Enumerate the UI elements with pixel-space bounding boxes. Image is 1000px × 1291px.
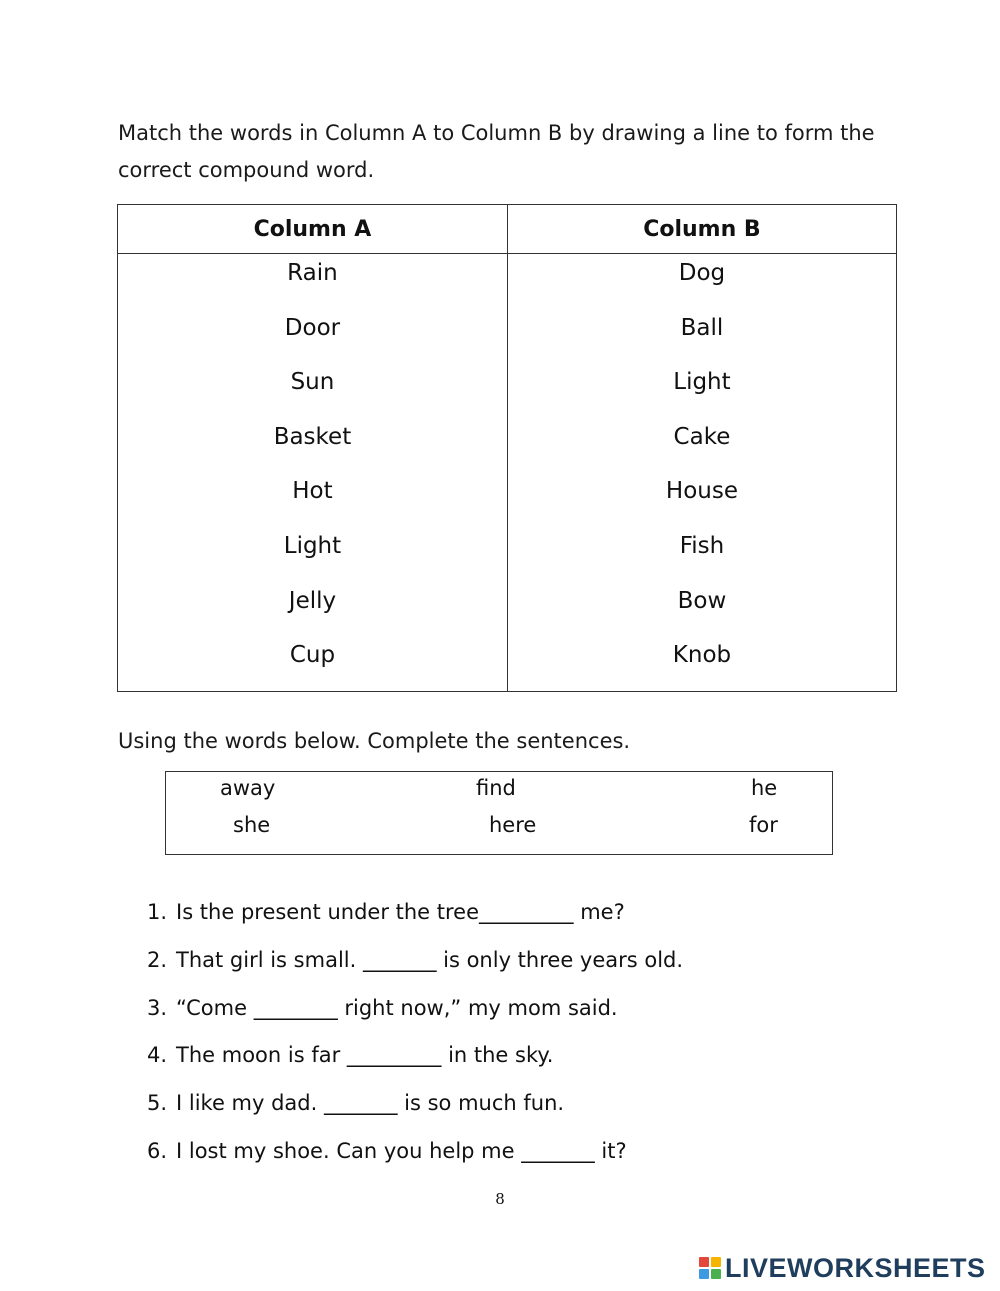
logo-block [711, 1269, 721, 1279]
word-bank-item: away [220, 776, 276, 800]
column-b-list [508, 254, 896, 691]
word-bank-item: find [476, 776, 516, 800]
sentence-item [147, 893, 683, 941]
page-number: 8 [495, 1190, 505, 1208]
column-a-word[interactable]: Basket [273, 423, 352, 450]
sentence-number: 2. [147, 947, 168, 972]
logo-block [711, 1257, 721, 1267]
sentence-item [147, 1084, 683, 1132]
column-a-word[interactable]: Sun [290, 369, 335, 396]
sentence-item [147, 941, 683, 989]
sentence-text[interactable]: That girl is small. _______ is only three years old. [176, 947, 684, 972]
column-b-word[interactable]: Bow [677, 587, 727, 614]
logo-block [699, 1269, 709, 1279]
brand-name: LIVEWORKSHEETS [725, 1252, 986, 1283]
column-a-word[interactable]: Cup [289, 642, 336, 669]
sentence-number: 5. [147, 1091, 168, 1116]
logo-block [699, 1257, 709, 1267]
sentence-number: 4. [147, 1043, 168, 1068]
column-a-word[interactable]: Jelly [288, 587, 337, 614]
column-b-word[interactable]: Knob [672, 642, 732, 669]
sentence-text[interactable]: I like my dad. _______ is so much fun. [176, 1091, 565, 1116]
complete-instructions: Using the words below. Complete the sentences. [118, 729, 631, 753]
column-a-list [118, 254, 507, 691]
column-a-word[interactable]: Door [284, 314, 341, 341]
sentence-number: 3. [147, 995, 168, 1020]
sentence-list [147, 893, 683, 1180]
sentence-text[interactable]: The moon is far _________ in the sky. [176, 1043, 554, 1068]
column-b-cell [507, 254, 896, 692]
sentence-item [147, 1036, 683, 1084]
column-b-word[interactable]: Cake [673, 423, 731, 450]
sentence-number: 1. [147, 900, 168, 924]
column-b-word[interactable]: House [665, 478, 738, 505]
match-table [117, 204, 897, 692]
column-a-cell [118, 254, 508, 692]
sentence-item [147, 989, 683, 1037]
word-bank-item: here [489, 813, 537, 837]
column-b-header: Column B [507, 205, 896, 254]
sentence-text[interactable]: “Come ________ right now,” my mom said. [176, 995, 618, 1020]
match-instructions: Match the words in Column A to Column B by drawing a line to form the correct compound word. [118, 121, 875, 182]
word-bank [165, 771, 833, 855]
column-a-word[interactable]: Hot [292, 478, 333, 505]
column-b-word[interactable]: Light [673, 369, 731, 396]
sentence-text[interactable]: Is the present under the tree_________ me? [176, 900, 625, 924]
word-bank-item: for [749, 813, 778, 837]
column-b-word[interactable]: Ball [680, 314, 724, 341]
liveworksheets-logo [699, 1253, 986, 1283]
column-a-header: Column A [118, 205, 508, 254]
word-bank-item: he [751, 776, 778, 800]
word-bank-item: she [233, 813, 271, 837]
logo-blocks-icon [699, 1257, 721, 1279]
column-b-word[interactable]: Fish [679, 532, 725, 559]
column-b-word[interactable]: Dog [678, 260, 726, 286]
sentence-number: 6. [147, 1138, 168, 1163]
sentence-item [147, 1132, 683, 1180]
column-a-word[interactable]: Light [283, 532, 342, 559]
column-a-word[interactable]: Rain [287, 260, 338, 286]
sentence-text[interactable]: I lost my shoe. Can you help me _______ it? [176, 1138, 627, 1163]
